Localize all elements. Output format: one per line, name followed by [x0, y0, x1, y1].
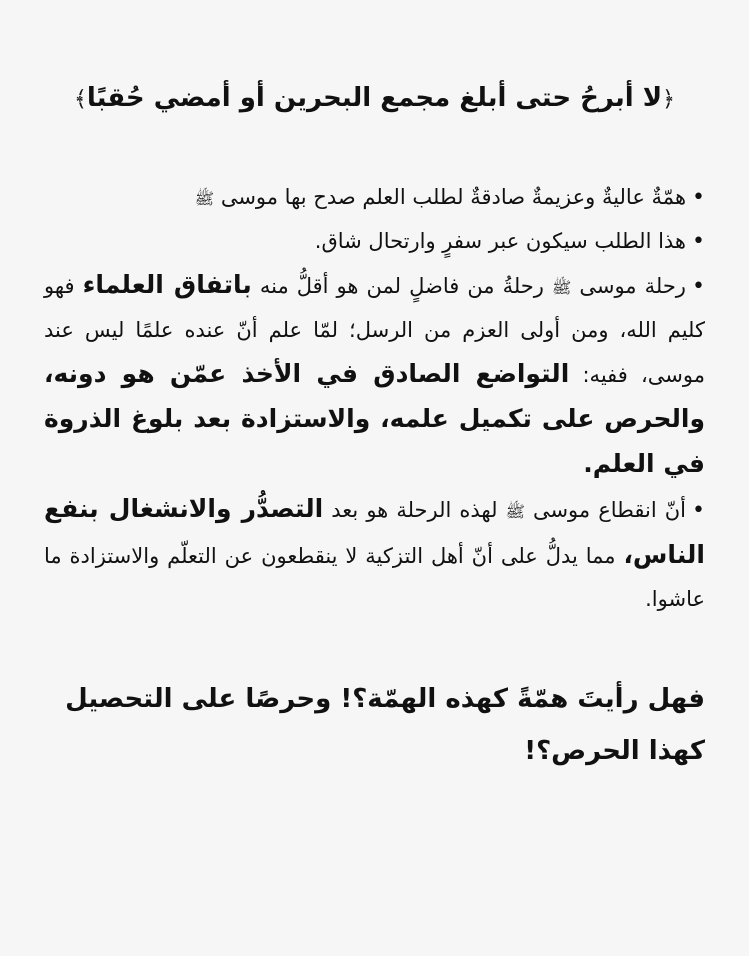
- item-text: رحلةُ من فاضلٍ لمن هو أقلُّ منه: [259, 274, 544, 298]
- content: [44, 176, 705, 621]
- list-item: [44, 220, 705, 263]
- item-text: مما يدلُّ على أنّ أهل التزكية لا ينقطعون عن التعلّم والاستزادة ما عاشوا.: [44, 544, 705, 611]
- closing-question: فهل رأيتَ همّةً كهذه الهمّة؟! وحرصًا على التحصيل كهذا الحرص؟!: [65, 684, 705, 766]
- item-text: رحلة موسى: [579, 274, 686, 298]
- item-emphasis: باتفاق العلماء: [82, 270, 252, 299]
- list-item: [44, 176, 705, 220]
- bullet-icon: •: [691, 274, 705, 299]
- page-title: [44, 78, 705, 120]
- salawat-icon: ﷺ: [194, 189, 215, 208]
- bullet-icon: •: [692, 229, 705, 254]
- item-text: همّةٌ عاليةٌ وعزيمةٌ صادقةٌ لطلب العلم صدح بها موسى: [220, 185, 687, 209]
- item-text: فهو كليم الله، ومن أولى العزم من الرسل؛ لمّا علم أنّ عنده علمًا ليس عند موسى، ففيه:: [44, 274, 705, 387]
- salawat-icon: ﷺ: [505, 502, 525, 521]
- item-text: هذا الطلب سيكون عبر سفرٍ وارتحال شاق.: [314, 229, 687, 253]
- title-text: لا أبرحُ حتى أبلغ مجمع البحرين أو أمضي حُقبًا: [86, 83, 663, 113]
- salawat-icon: ﷺ: [551, 278, 572, 297]
- ornate-bracket-close-icon: ﴾: [73, 87, 87, 112]
- list-item: [44, 263, 705, 487]
- item-text: لهذه الرحلة هو بعد: [331, 498, 498, 522]
- bullet-icon: •: [692, 185, 705, 210]
- ornate-bracket-open-icon: ﴿: [662, 87, 676, 112]
- item-text: أنّ انقطاع موسى: [532, 498, 686, 522]
- list-item: [44, 487, 705, 621]
- item-emphasis: التواضع الصادق في الأخذ عمّن هو دونه، والحرص على تكميل علمه، والاستزادة بعد بلوغ الذروة في العلم.: [44, 359, 705, 478]
- bullet-icon: •: [691, 498, 705, 523]
- item-emphasis: التصدُّر والانشغال بنفع الناس،: [44, 494, 705, 569]
